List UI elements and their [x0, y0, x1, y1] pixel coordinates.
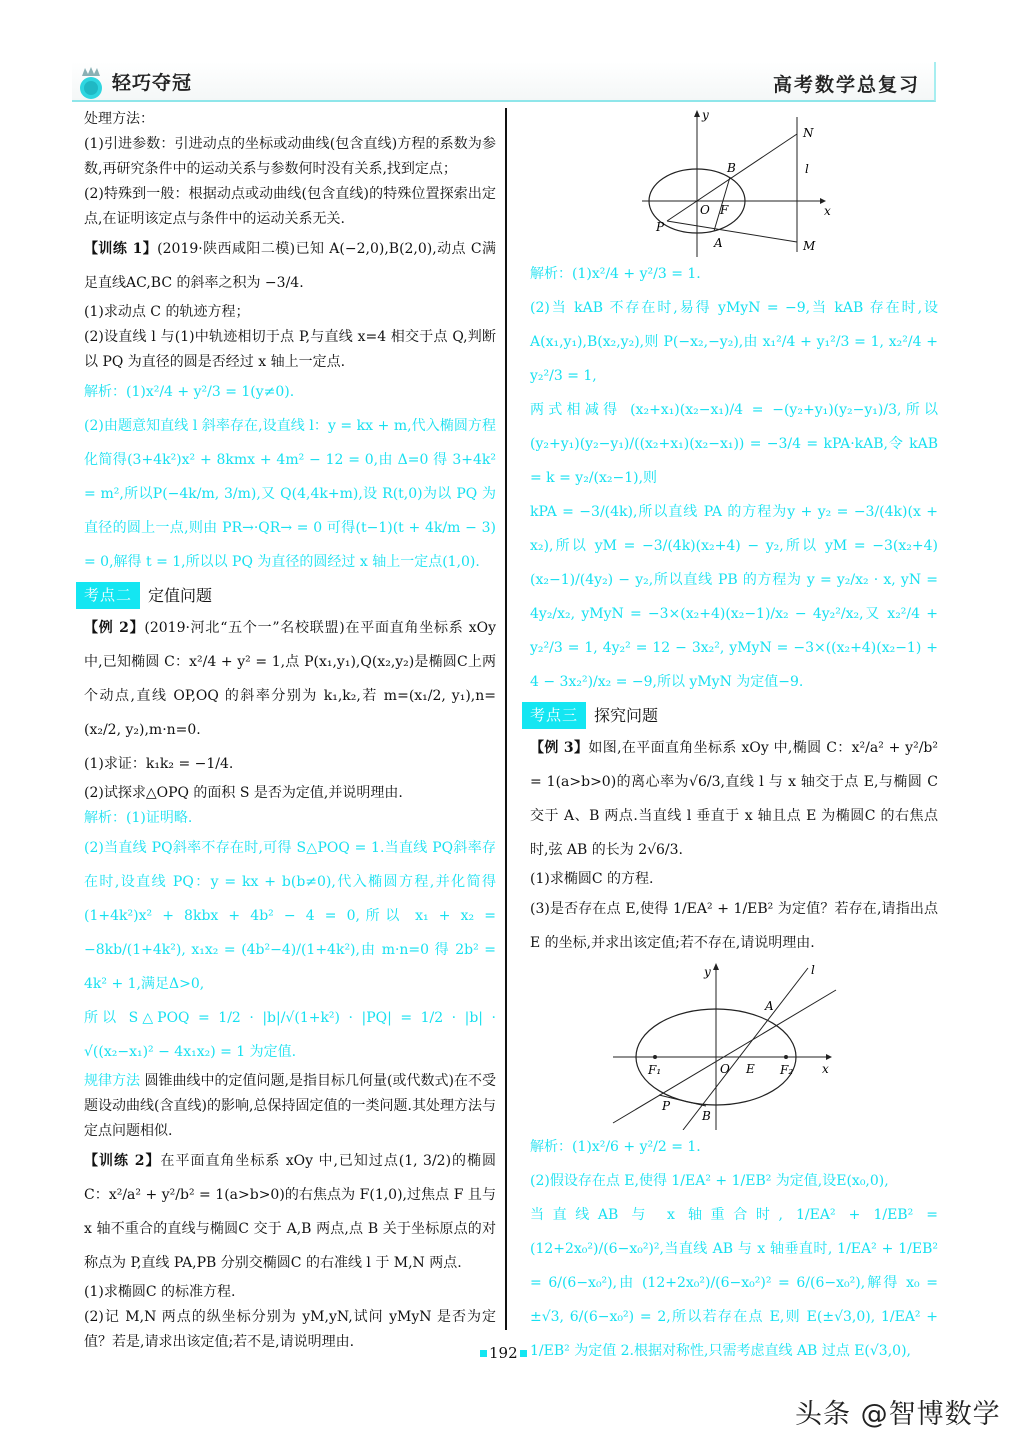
fig1-label-l: l: [805, 162, 809, 176]
training2-q2: (2)记 M,N 两点的纵坐标分别为 yM,yN,试问 yMyN 是否为定值？若是,请求出该定值;若不是,请说明理由.: [84, 1309, 496, 1350]
method-heading: 处理方法：: [84, 111, 154, 127]
example3-answer-3: 当直线AB 与 x 轴重合时, 1/EA² + 1/EB² = (12+2x₀²)/(6−x₀²)²,当直线 AB 与 x 轴垂直时, 1/EA² + 1/EB² = 6/(6−x₀²),由 (12+2x₀²)/(6−x₀²)² = 6/(6−x₀²),解得 x₀ = ±√3, 6/(6−x₀²) = 2,所以若存在点 E,则 E(±√3,0), 1/EA² + 1/EB² 为定值 2.根据对称性,只需考虑直线 AB 过点 E(√3,0),: [530, 1207, 938, 1359]
watermark: 头条 @智博数学: [795, 1399, 1001, 1430]
example3-stem: 【例 3】如图,在平面直角坐标系 xOy 中,椭圆 C：x²/a² + y²/b² = 1(a>b>0)的离心率为√6/3,直线 l 与 x 轴交于点 E,与椭圆 C 交于 A、B 两点.当直线 l 垂直于 x 轴且点 E 为椭圆C 的右焦点时,弦 AB 的长为 2√6/3.: [530, 740, 938, 858]
fig1-label-m: M: [803, 239, 816, 253]
fig2-label-o: O: [720, 1062, 730, 1076]
fig2-label-x: x: [822, 1062, 829, 1076]
example3-tag: 【例 3】: [530, 740, 589, 756]
example3-q1: (1)求椭圆C 的方程.: [530, 871, 654, 887]
fig1-label-p: P: [656, 220, 665, 234]
section-tag: 考点三: [522, 702, 586, 729]
section-heading-3: [522, 702, 938, 729]
book-title: 高考数学总复习: [772, 74, 920, 96]
training2-stem: 【训练 2】在平面直角坐标系 xOy 中,已知过点(1, 3/2)的椭圆 C：x²/a² + y²/b² = 1(a>b>0)的右焦点为 F(1,0),过焦点 F 且与 x 轴不重合的直线与椭圆C 交于 A,B 两点,点 B 关于坐标原点的对称点为 P,直线 PA,PB 分别交椭圆C 的右准线 l 于 M,N 两点.: [84, 1153, 496, 1271]
fig2-label-a: A: [765, 999, 774, 1013]
square-marker-icon: [480, 1350, 487, 1357]
method-step-2: (2)特殊到一般：根据动点或动曲线(包含直线)的特殊位置探索出定点,在证明该定点与条件中的运动关系无关.: [84, 186, 496, 227]
training1-stem: 【训练 1】(2019·陕西咸阳二模)已知 A(−2,0),B(2,0),动点 C满足直线AC,BC 的斜率之积为 −3/4.: [84, 241, 496, 291]
example2-stem: 【例 2】(2019·河北“五个一”名校联盟)在平面直角坐标系 xOy 中,已知椭圆 C：x²/4 + y² = 1,点 P(x₁,y₁),Q(x₂,y₂)是椭圆C上两个动点,直线 OP,OQ 的斜率分别为 k₁,k₂,若 m=(x₁/2, y₁),n=(x₂/2, y₂),m·n=0.: [84, 620, 496, 738]
fig2-label-y: y: [704, 965, 711, 979]
fig1-label-x: x: [824, 204, 831, 218]
example3-q2: (3)是否存在点 E,使得 1/EA² + 1/EB² 为定值？若存在,请指出点E 的坐标,并求出该定值;若不存在,请说明理由.: [530, 901, 938, 951]
training2-answer-3: 两式相减得 (x₂+x₁)(x₂−x₁)/4 = −(y₂+y₁)(y₂−y₁)/3,所以 (y₂+y₁)(y₂−y₁)/((x₂+x₁)(x₂−x₁)) = −3/4 = kPA·kAB,令 kAB = k = y₂/(x₂−1),则: [530, 402, 938, 486]
fig2-label-l: l: [811, 963, 815, 977]
fig2-label-f1: F₁: [648, 1063, 662, 1077]
section-title: 探究问题: [594, 706, 659, 725]
rule-note: 规律方法 圆锥曲线中的定值问题,是指目标几何量(或代数式)在不受题设动曲线(含直线)的影响,总保持固定值的一类问题.其处理方法与定点问题相似.: [84, 1073, 497, 1139]
fig1-label-f: F: [720, 203, 729, 217]
example2-q1: (1)求证：k₁k₂ = −1/4.: [84, 756, 234, 772]
right-column: [530, 107, 938, 1368]
section-tag: 考点二: [76, 582, 140, 609]
example2-q2: (2)试探求△OPQ 的面积 S 是否为定值,并说明理由.: [84, 785, 403, 801]
ellipse-figure-2: [608, 960, 838, 1130]
training2-q1: (1)求椭圆C 的标准方程.: [84, 1284, 236, 1300]
fig2-label-e: E: [746, 1062, 755, 1076]
example2-answer-1: 解析：(1)证明略.: [84, 810, 193, 826]
left-column: [84, 107, 496, 1355]
brand-name: 轻巧夺冠: [112, 72, 193, 94]
rule-tag: 规律方法: [84, 1073, 141, 1089]
training2-answer-2: (2)当 kAB 不存在时,易得 yMyN = −9,当 kAB 存在时,设A(x₁,y₁),B(x₂,y₂),则 P(−x₂,−y₂),由 x₁²/4 + y₁²/3 = 1, x₂²/4 + y₂²/3 = 1,: [530, 300, 938, 384]
example3-answer-1: 解析：(1)x²/6 + y²/2 = 1.: [530, 1139, 701, 1155]
ellipse-figure-1: [642, 107, 852, 257]
page-header: [72, 62, 936, 102]
training2-answer-4: kPA = −3/(4k),所以直线 PA 的方程为y + y₂ = −3/(4k)(x + x₂),所以 yM = −3/(4k)(x₂+4) − y₂,所以 yM = −3(x₂+4)(x₂−1)/(4y₂) − y₂,所以直线 PB 的方程为 y = y₂/x₂ · x, yN = 4y₂/x₂, yMyN = −3×(x₂+4)(x₂−1)/x₂ − 4y₂²/x₂,又 x₂²/4 + y₂²/3 = 1, 4y₂² = 12 − 3x₂², yMyN = −3×((x₂+4)(x₂−1) + 4 − 3x₂²)/x₂ = −9,所以 yMyN 为定值−9.: [530, 504, 938, 690]
training2-answer-1: 解析：(1)x²/4 + y²/3 = 1.: [530, 266, 701, 282]
training1-answer-1: 解析：(1)x²/4 + y²/3 = 1(y≠0).: [84, 384, 295, 400]
training1-q2: (2)设直线 l 与(1)中轨迹相切于点 P,与直线 x=4 相交于点 Q,判断以 PQ 为直径的圆是否经过 x 轴上一定点.: [84, 329, 496, 370]
training2-tag: 【训练 2】: [84, 1153, 161, 1169]
example2-tag: 【例 2】: [84, 620, 145, 636]
column-divider: [505, 108, 507, 1330]
training1-answer-2: (2)由题意知直线 l 斜率存在,设直线 l：y = kx + m,代入椭圆方程化简得(3+4k²)x² + 8kmx + 4m² − 12 = 0,由 Δ=0 得 3+4k² = m²,所以P(−4k/m, 3/m),又 Q(4,4k+m),设 R(t,0)为以 PQ 为直径的圆上一点,则由 PR→·QR→ = 0 可得(t−1)(t + 4k/m − 3) = 0,解得 t = 1,所以以 PQ 为直径的圆经过 x 轴上一定点(1,0).: [84, 418, 496, 570]
example2-answer-3: 所以 S△POQ = 1/2 · |b|/√(1+k²) · |PQ| = 1/2 · |b| · √((x₂−x₁)² − 4x₁x₂) = 1 为定值.: [84, 1010, 496, 1060]
fig1-label-n: N: [803, 126, 814, 140]
example3-answer-2: (2)假设存在点 E,使得 1/EA² + 1/EB² 为定值,设E(x₀,0),: [530, 1173, 889, 1189]
section-title: 定值问题: [148, 586, 213, 605]
crowned-badge-icon: [76, 66, 106, 100]
fig1-label-b: B: [727, 161, 736, 175]
training1-tag: 【训练 1】: [84, 241, 158, 257]
section-heading-2: [76, 582, 496, 609]
method-step-1: (1)引进参数：引进动点的坐标或动曲线(包含直线)方程的系数为参数,再研究条件中的运动关系与参数何时没有关系,找到定点；: [84, 136, 496, 177]
fig2-label-f2: F₂: [780, 1063, 794, 1077]
fig1-label-o: O: [700, 203, 710, 217]
fig1-label-a: A: [714, 236, 723, 250]
fig2-label-b: B: [702, 1109, 711, 1123]
fig1-label-y: y: [702, 108, 709, 122]
fig2-label-p: P: [662, 1099, 671, 1113]
example2-answer-2: (2)当直线 PQ斜率不存在时,可得 S△POQ = 1.当直线 PQ斜率存在时,设直线 PQ：y = kx + b(b≠0),代入椭圆方程,并化简得(1+4k²)x² + 8kbx + 4b² − 4 = 0,所以 x₁ + x₂ = −8kb/(1+4k²), x₁x₂ = (4b²−4)/(1+4k²),由 m·n=0 得 2b² = 4k² + 1,满足Δ>0,: [84, 840, 496, 992]
square-marker-icon: [520, 1350, 527, 1357]
training1-q1: (1)求动点 C 的轨迹方程；: [84, 304, 250, 320]
page-number: 192: [480, 1344, 527, 1362]
